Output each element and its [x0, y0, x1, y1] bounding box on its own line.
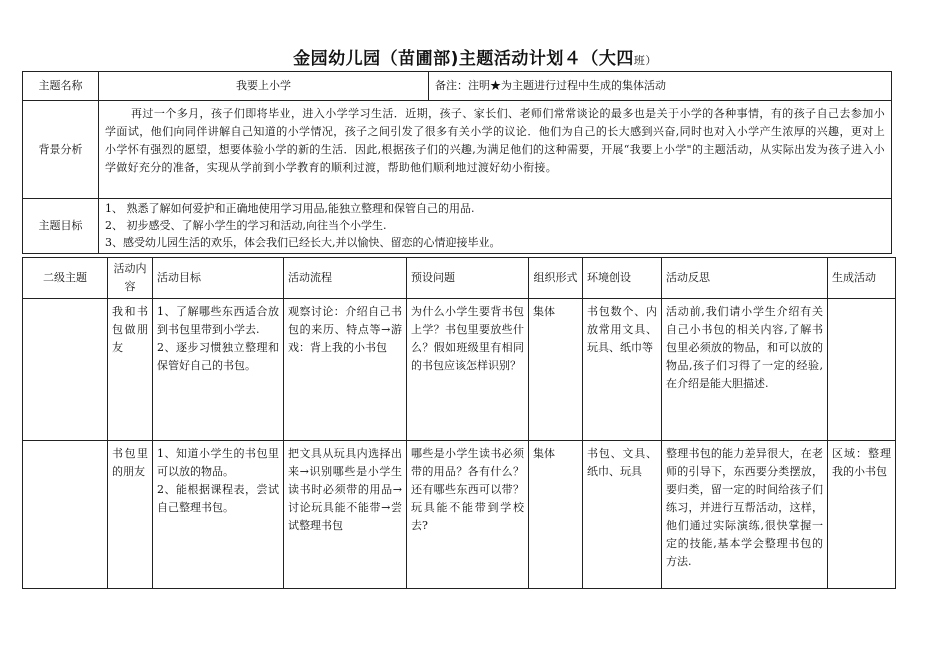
activity-table [22, 257, 896, 589]
cell-content: 我和书包做朋友 [108, 299, 153, 441]
cell-env: 书包、文具、纸巾、玩具 [583, 441, 662, 589]
col-header: 预设问题 [407, 258, 529, 299]
goal-label: 主题目标 [23, 199, 99, 254]
cell-process: 把文具从玩具内选择出来→识别哪些是小学生读书时必须带的用品→讨论玩具能不能带→尝试整理书包 [284, 441, 407, 589]
cell-reflection: 整理书包的能力差异很大，在老师的引导下，东西要分类摆放，要归类，留一定的时间给孩子们练习，并进行互帮活动，这样，他们通过实际演练,很快掌握一定的技能,基本学会整理书包的方法. [662, 441, 828, 589]
col-header: 活动流程 [284, 258, 407, 299]
title-suffix: 班） [633, 54, 657, 67]
cell-content: 书包里的朋友 [108, 441, 153, 589]
cell-question: 为什么小学生要背书包上学？书包里要放些什么？假如班级里有相同的书包应该怎样识别？ [407, 299, 529, 441]
header-table [22, 71, 892, 254]
topic-value: 我要上小学 [99, 72, 429, 101]
cell-env: 书包数个、内放常用文具、玩具、纸巾等 [583, 299, 662, 441]
table-row [23, 441, 896, 589]
table-row [23, 299, 896, 441]
background-text: 再过一个多月，孩子们即将毕业，进入小学学习生活．近期，孩子、家长们、老师们常常谈论的最多也是关于小学的各种事情，有的孩子自己去参加小学面试，他们向同伴讲解自己知道的小学情况，孩子之间引发了很多有关小学的议论．他们为自己的长大感到兴奋,同时也对入小学产生浓厚的兴趣，更对上小学怀有强烈的愿望，想要体验小学的新的生活．因此,根据孩子们的兴趣,为满足他们的这种需要，开展“我要上小学"的主题活动，从实际出发为孩子进入小学做好充分的准备，实现从学前到小学教育的顺利过渡，帮助他们顺利地过渡好幼小衔接。 [99, 101, 892, 199]
col-header: 活动反思 [662, 258, 828, 299]
cell-form: 集体 [529, 441, 583, 589]
col-header: 二级主题 [23, 258, 108, 299]
note: 备注：注明★为主题进行过程中生成的集体活动 [429, 72, 892, 101]
goal-item: 1、 熟悉了解如何爱护和正确地使用学习用品,能独立整理和保管自己的用品. [105, 202, 475, 215]
background-label: 背景分析 [23, 101, 99, 199]
col-header: 活动目标 [153, 258, 284, 299]
cell-goal: 1、知道小学生的书包里可以放的物品。 2、能根据课程表，尝试自己整理书包。 [153, 441, 284, 589]
col-header: 组织形式 [529, 258, 583, 299]
col-header: 生成活动 [828, 258, 896, 299]
cell-reflection: 活动前,我们请小学生介绍有关自己小书包的相关内容,了解书包里必须放的物品，和可以放的物品,孩子们习得了一定的经验,在介绍是能大胆描述. [662, 299, 828, 441]
cell-generated [828, 299, 896, 441]
page-title: 金园幼儿园（苗圃部)主题活动计划４（大四班） [293, 49, 657, 69]
goal-item: 2、 初步感受、了解小学生的学习和活动,向往当个小学生. [105, 219, 387, 232]
cell-process: 观察讨论：介绍自己书包的来历、特点等→游戏：背上我的小书包 [284, 299, 407, 441]
cell-form: 集体 [529, 299, 583, 441]
goals-cell [99, 199, 892, 254]
topic-label: 主题名称 [23, 72, 99, 101]
col-header: 活动内容 [108, 258, 153, 299]
col-header: 环境创设 [583, 258, 662, 299]
cell-theme [23, 441, 108, 589]
cell-question: 哪些是小学生读书必须带的用品？各有什么？还有哪些东西可以带？玩具能不能带到学校去? [407, 441, 529, 589]
cell-theme [23, 299, 108, 441]
goal-item: 3、感受幼儿园生活的欢乐，体会我们已经长大,并以愉快、留恋的心情迎接毕业。 [105, 236, 501, 249]
cell-generated: 区域：整理我的小书包 [828, 441, 896, 589]
cell-goal: 1、了解哪些东西适合放到书包里带到小学去. 2、逐步习惯独立整理和保管好自己的书包。 [153, 299, 284, 441]
